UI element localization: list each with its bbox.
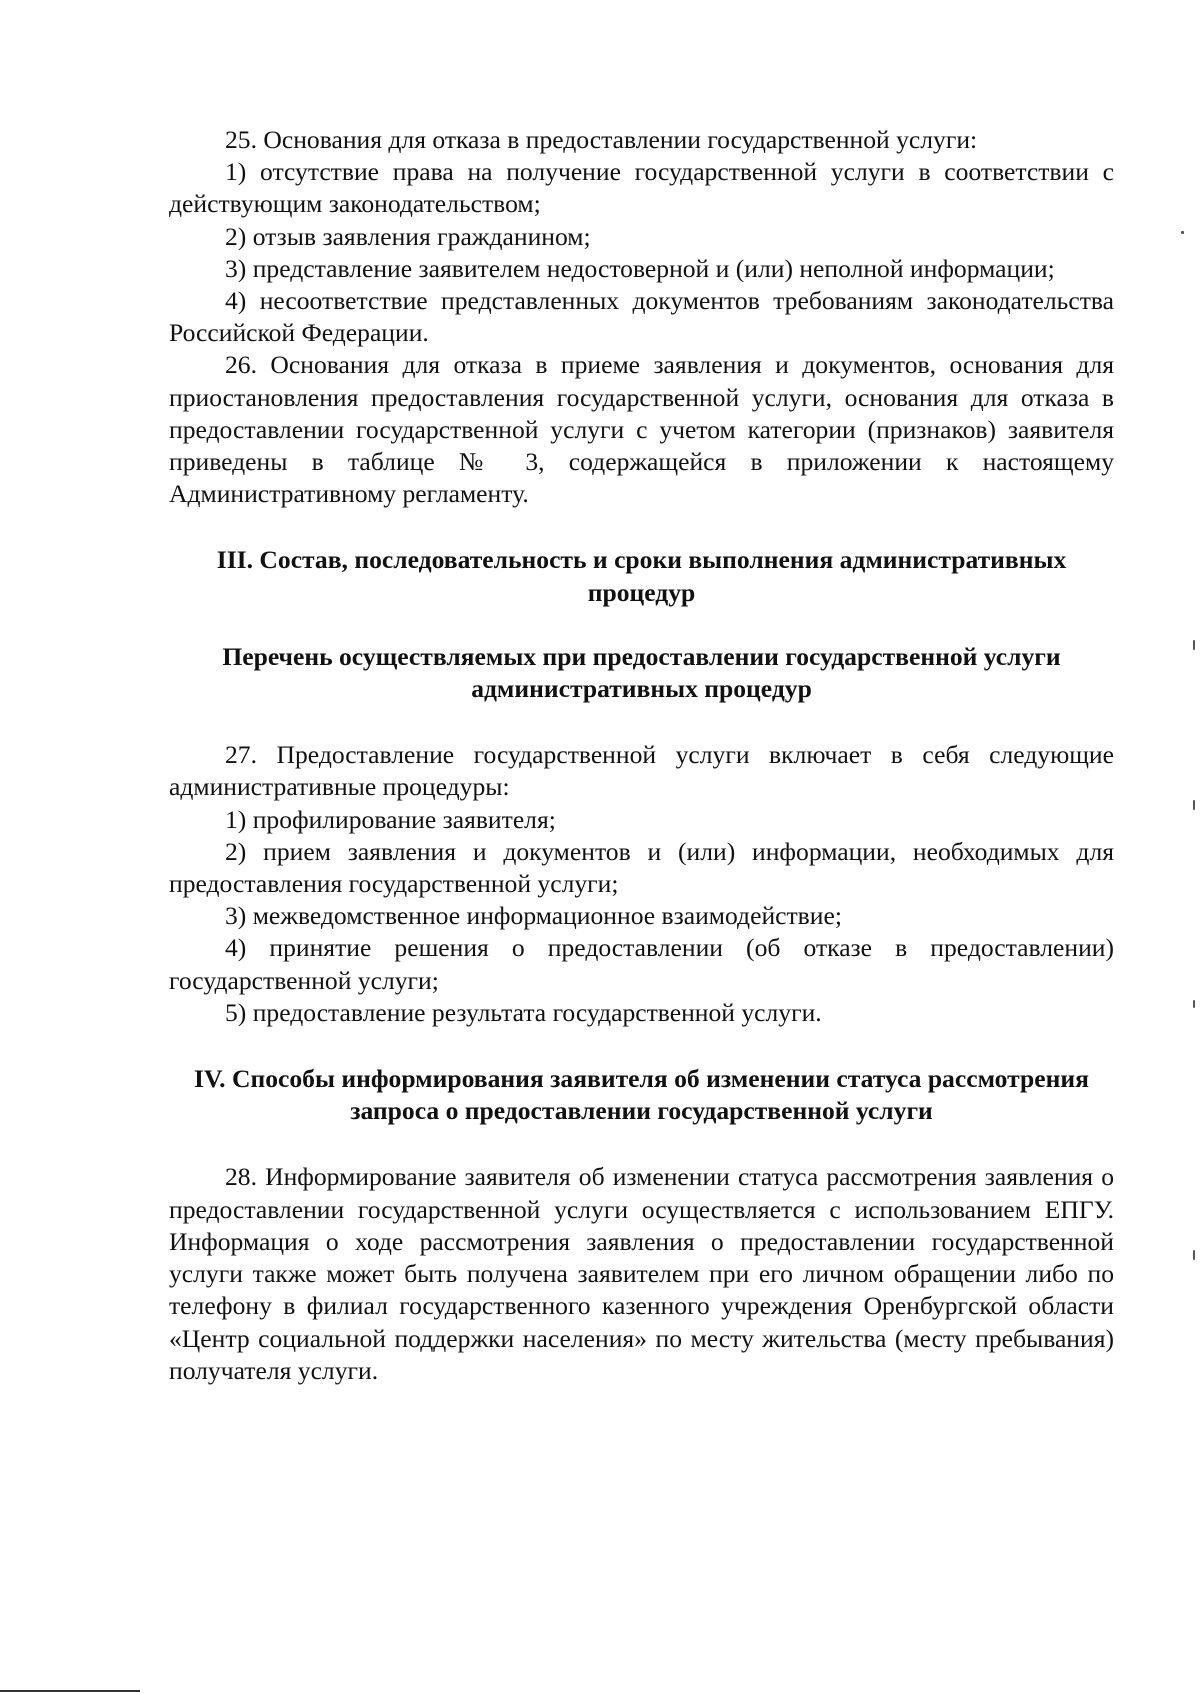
scan-speck bbox=[1181, 231, 1184, 234]
scan-speck bbox=[1193, 1000, 1195, 1008]
scan-speck bbox=[1193, 1250, 1195, 1260]
paragraph-25-item-3: 3) представление заявителем недостоверной и (или) неполной информации; bbox=[225, 253, 1055, 283]
paragraph-25-item-1: 1) отсутствие права на получение государственной услуги в соответствии с действующим законодательством; bbox=[169, 157, 1114, 219]
paragraph-27-item-1: 1) профилирование заявителя; bbox=[225, 804, 556, 834]
paragraph-27-item-3: 3) межведомственное информационное взаимодействие; bbox=[225, 901, 842, 931]
section-3-subheading: Перечень осуществляемых при предоставлении государственной услуги административных процедур bbox=[222, 641, 1061, 704]
document-page bbox=[169, 124, 1114, 1387]
paragraph-27-item-2: 2) прием заявления и документов и (или) информации, необходимых для предоставления государственной услуги; bbox=[169, 836, 1114, 899]
scan-edge-line bbox=[0, 1690, 140, 1692]
paragraph-25-item-2: 2) отзыв заявления гражданином; bbox=[225, 221, 591, 251]
paragraph-26: 26. Основания для отказа в приеме заявления и документов, основания для приостановления предоставления государственной услуги, основания для отказа в предоставлении государственной услуги с учетом категории (признаков) заявителя приведены в таблице № 3, содержащейся в приложении к настоящему Административному регламенту. bbox=[169, 350, 1114, 509]
scan-speck bbox=[1193, 640, 1195, 650]
paragraph-25-item-4: 4) несоответствие представленных документов требованиям законодательства Российской Федерации. bbox=[169, 286, 1114, 348]
paragraph-27-item-5: 5) предоставление результата государственной услуги. bbox=[225, 997, 822, 1027]
paragraph-27: 27. Предоставление государственной услуги включает в себя следующие административные процедуры: bbox=[169, 740, 1114, 802]
paragraph-28: 28. Информирование заявителя об изменении статуса рассмотрения заявления о предоставлении государственной услуги осуществляется с использованием ЕПГУ. Информация о ходе рассмотрения заявления о предоставлении государственной услуги также может быть получена заявителем при его личном обращении либо по телефону в филиал государственного казенного учреждения Оренбургской области «Центр социальной поддержки населения» по месту жительства (месту пребывания) получателя услуги. bbox=[169, 1162, 1114, 1385]
scan-speck bbox=[1193, 800, 1195, 810]
section-4-heading: IV. Способы информирования заявителя об изменении статуса рассмотрения запроса о предоставлении государственной услуги bbox=[194, 1064, 1089, 1126]
paragraph-25: 25. Основания для отказа в предоставлении государственной услуги: bbox=[225, 125, 978, 154]
paragraph-27-item-4: 4) принятие решения о предоставлении (об отказе в предоставлении) государственной услуги; bbox=[169, 933, 1114, 995]
section-3-heading: III. Состав, последовательность и сроки выполнения административных процедур bbox=[216, 545, 1067, 607]
